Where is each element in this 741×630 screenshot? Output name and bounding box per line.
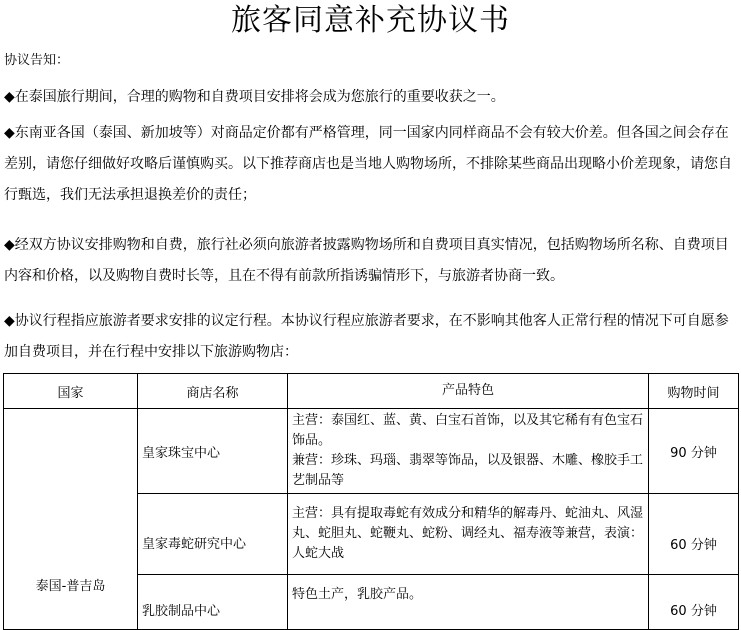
feature-main: 主营：泰国红、蓝、黄、白宝石首饰，以及其它稀有有色宝石饰品。: [292, 413, 644, 448]
paragraph-2-text: 东南亚各国（泰国、新加坡等）对商品定价都有严格管理，同一国家内同样商品不会有较大价差。但各国之间会存在差别，请您仔细做好攻略后谨慎购买。以下推荐商店也是当地人购物场所，不排除某些商品出现略小价差现象，请您自行甄选，我们无法承担退换差价的责任；: [4, 125, 732, 203]
header-country: 国家: [4, 374, 138, 409]
shopping-time: 60 分钟: [649, 575, 739, 630]
feature-cell: [288, 575, 649, 630]
diamond-bullet-icon: ◆: [4, 89, 15, 105]
shopping-time: 60 分钟: [649, 494, 739, 575]
paragraph-2: [4, 118, 739, 211]
country-label: 泰国-普吉岛: [35, 578, 106, 594]
shopping-table: [3, 373, 739, 630]
table-header-row: [4, 374, 739, 409]
diamond-bullet-icon: ◆: [4, 313, 15, 329]
feature-main: 主营：具有提取毒蛇有效成分和精华的解毒丹、蛇油丸、风湿丸、蛇胆丸、蛇鞭丸、蛇粉、调经丸、福寿液等兼营，表演：人蛇大战: [292, 506, 644, 561]
header-time: 购物时间: [649, 374, 739, 409]
shop-name: 皇家珠宝中心: [138, 409, 288, 494]
country-cell: [4, 409, 138, 630]
diamond-bullet-icon: ◆: [4, 125, 15, 141]
feature-cell: [288, 494, 649, 575]
document-title: 旅客同意补充协议书: [231, 3, 510, 38]
shopping-time: 90 分钟: [649, 409, 739, 494]
paragraph-4: [4, 306, 739, 368]
diamond-bullet-icon: ◆: [4, 237, 15, 253]
paragraph-3: [4, 230, 739, 292]
header-feature: 产品特色: [288, 374, 649, 409]
paragraph-3-text: 经双方协议安排购物和自费，旅行社必须向旅游者披露购物场所和自费项目真实情况，包括购物场所名称、自费项目内容和价格，以及购物自费时长等，且在不得有前款所指诱骗情形下，与旅游者协商一致。: [4, 237, 729, 284]
header-shop: 商店名称: [138, 374, 288, 409]
table-row: [4, 409, 739, 494]
paragraph-1-text: 在泰国旅行期间，合理的购物和自费项目安排将会成为您旅行的重要收获之一。: [14, 89, 505, 105]
paragraph-1: [4, 82, 739, 113]
shop-name: 乳胶制品中心: [138, 575, 288, 630]
paragraph-4-text: 协议行程指应旅游者要求安排的议定行程。本协议行程应旅游者要求，在不影响其他客人正常行程的情况下可自愿参加自费项目，并在行程中安排以下旅游购物店：: [4, 313, 729, 360]
notice-heading: 协议告知：: [4, 53, 70, 68]
feature-main: 特色土产，乳胶产品。: [292, 587, 423, 602]
feature-cell: [288, 409, 649, 494]
shop-name: 皇家毒蛇研究中心: [138, 494, 288, 575]
feature-sub: 兼营：珍珠、玛瑙、翡翠等饰品，以及银器、木雕、橡胶手工艺制品等: [292, 453, 644, 488]
